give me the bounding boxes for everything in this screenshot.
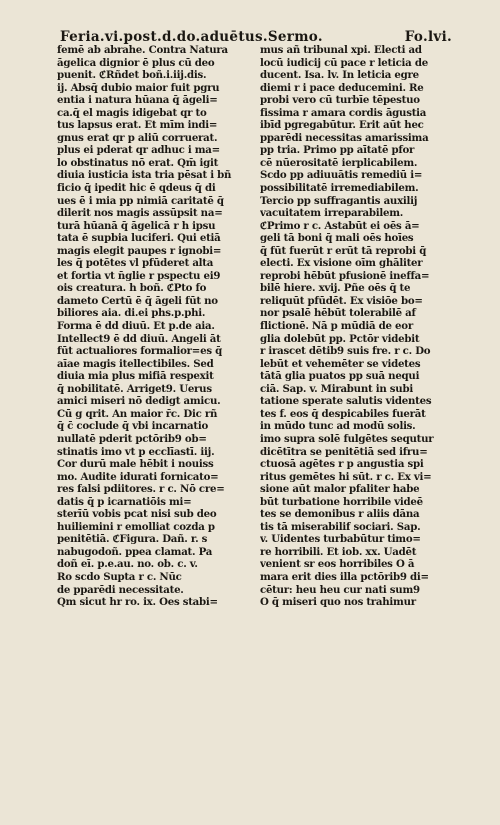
text-line: ois creatura. h boñ. ℭPto fo — [57, 282, 207, 295]
text-line: cē nūerositatē ierplicabilem. — [260, 156, 418, 169]
text-line: ℭPrimo r c. Astabūt ei oēs ā= — [260, 219, 420, 232]
text-line: entia i natura hūana q̄ āgeli= — [57, 94, 218, 107]
text-line: reliquūt pfūdēt. Ex visiōe bo= — [260, 294, 423, 307]
text-line: Forma ē dd diuū. Et p.de aia. — [57, 320, 215, 333]
text-line: penitētiā. ℭFigura. Dañ. r. s — [57, 533, 208, 546]
text-line: glia dolebūt pp. Pctōr videbit — [260, 332, 420, 345]
text-line: Intellect9 ē dd diuū. Angeli āt — [57, 332, 221, 345]
text-line: Tercio pp suffragantis auxilij — [260, 194, 418, 207]
text-line: doñ eī. p.e.au. no. ob. c. v. — [57, 558, 198, 571]
text-line: tes se demonibus r aliis dāna — [260, 508, 420, 521]
text-line: r irascet dētib9 suis fre. r c. Do — [260, 345, 431, 358]
text-line: Cū g qrit. An maior r̄c. Dic rñ — [57, 407, 218, 420]
folio-number: Fo.lvi. — [404, 29, 452, 45]
text-line: ficio q̄ ipedit hic ē qdeus q̄ di — [57, 182, 216, 195]
text-line: v. Uidentes turbabūtur timo= — [260, 533, 421, 546]
text-line: Qm sicut hr ro. ix. Oes stabi= — [57, 596, 218, 609]
right-text-column — [260, 44, 454, 609]
text-line: tus lapsus erat. Et mīm indi= — [57, 119, 218, 132]
text-line: ritus gemētes hi sūt. r c. Ex vi= — [260, 470, 432, 483]
text-line: amici miseri nō dedigt amicu. — [57, 395, 221, 408]
text-line: dilerit nos magis assūpsit na= — [57, 207, 223, 220]
text-line: q̄ c̄ coclude q̄ vbi incarnatio — [57, 420, 209, 433]
text-line: tes f. eos q̄ despicabiles fuerāt — [260, 407, 426, 420]
text-line: re horribili. Et iob. xx. Uadēt — [260, 545, 417, 558]
text-line: res falsi pdiitores. r c. Nō cre= — [57, 483, 225, 496]
text-line: huiliemini r emolliat cozda p — [57, 520, 215, 533]
text-line: diemi r i pace deducemini. Re — [260, 81, 424, 94]
text-line: imo supra solē fulgētes sequtur — [260, 432, 434, 445]
text-line: fūt actualiores formalior=es q̄ — [57, 345, 222, 358]
text-line: dameto Certū ē q̄ āgeli fūt no — [57, 294, 218, 307]
text-line: ctuosā agētes r p angustia spi — [260, 458, 424, 471]
text-line: ibīd pgregabūtur. Erit aūt hec — [260, 119, 424, 132]
text-line: datis q̄ p icarnatiōis mi= — [57, 495, 192, 508]
text-line: de pparēdi necessitate. — [57, 583, 184, 596]
text-line: Cor durū male hēbit i nouiss — [57, 458, 214, 471]
text-line: biliores aia. di.ei phs.p.phi. — [57, 307, 206, 320]
text-line: nor psalē hēbūt tolerabilē af — [260, 307, 416, 320]
text-line: tatione sperate salutis videntes — [260, 395, 432, 408]
text-line: āgelica dignior ē plus cū deo — [57, 56, 215, 69]
text-line: nullatē pderit pctōrib9 ob= — [57, 432, 207, 445]
text-line: sterīū vobis pcat nisi sub deo — [57, 508, 217, 521]
text-line: tis tā miserabilif sociari. Sap. — [260, 520, 421, 533]
text-line: electi. Ex visione oīm ghāliter — [260, 257, 423, 270]
text-line: cētur: heu heu cur nati sum9 — [260, 583, 420, 596]
text-line: pp tria. Primo pp aītatē pfor — [260, 144, 415, 157]
text-line: ues ē i mia pp nimiā caritatē q̄ — [57, 194, 224, 207]
text-line: tātā glia puatos pp suā nequi — [260, 370, 420, 383]
text-line: lebūt et vehemēter se videtes — [260, 357, 421, 370]
text-line: būt turbatione horribile videē — [260, 495, 423, 508]
text-line: venient sr eos horribiles O ā — [260, 558, 415, 571]
text-line: ciā. Sap. v. Mirabunt in subi — [260, 382, 413, 395]
text-line: plus ei pderat qr adhuc i ma= — [57, 144, 220, 157]
text-line: mo. Audite idurati fornicato= — [57, 470, 219, 483]
text-line: diuia iusticia ista tria pēsat i bñ — [57, 169, 232, 182]
text-line: flictionē. Nā p mūdiā de eor — [260, 320, 413, 333]
running-title: Feria.vi.post.d.do.aduētus.Sermo. — [60, 29, 323, 45]
text-line: mus añ tribunal xpi. Electi ad — [260, 44, 422, 56]
text-line: reprobi hēbūt pfusionē ineffa= — [260, 269, 430, 282]
text-line: les q̄ potētes vl pfūderet alta — [57, 257, 214, 270]
text-line: sione aūt malor pfaliter habe — [260, 483, 420, 496]
text-line: Ro scdo Supta r c. Nūc — [57, 570, 182, 583]
text-line: q̄ fūt fuerūt r erūt tā reprobi q̄ — [260, 244, 427, 257]
text-line: ij. Absq̄ dubio maior fuit pgru — [57, 81, 220, 94]
text-line: mara erit dies illa pctōrib9 di= — [260, 570, 429, 583]
text-line: puenit. ℭRñdet boñ.i.iij.dis. — [57, 69, 207, 82]
text-line: pparēdi necessitas amarissima — [260, 131, 429, 144]
text-line: bilē hiere. xvij. Pñe oēs q̄ te — [260, 282, 411, 295]
text-line: dicētītra se penitētiā sed ifru= — [260, 445, 428, 458]
text-line: geli tā boni q̄ mali oēs hoīes — [260, 232, 414, 245]
text-line: in mūdo tunc ad modū solis. — [260, 420, 416, 433]
text-line: gnus erat qr p aliū corruerat. — [57, 131, 218, 144]
text-line: vacuitatem irreparabilem. — [260, 207, 404, 220]
text-line: lo obstinatus nō erat. Qm̄ igit — [57, 156, 219, 169]
text-line: fissima r amara cordis āgustia — [260, 106, 427, 119]
text-line: diuia mia plus mifiā respexit — [57, 370, 214, 383]
text-line: locū iudicij cū pace r leticia de — [260, 56, 428, 69]
text-line: tata ē supbia luciferi. Qui etiā — [57, 232, 221, 245]
text-line: possibilitatē irremediabilem. — [260, 182, 419, 195]
text-line: ca.q̄ el magis idigebat qr to — [57, 106, 207, 119]
text-line: turā hūanā q̄ āgelicā r h ipsu — [57, 219, 216, 232]
text-line: et fortia vt n̄glie r pspectu ei9 — [57, 269, 221, 282]
text-line: q̄ nobilitatē. Arriget9. Uerus — [57, 382, 212, 395]
text-line: nabugodoñ. ppea clamat. Pa — [57, 545, 213, 558]
text-line: stinatis imo vt p ecclīastī. iij. — [57, 445, 215, 458]
text-line: ducent. Isa. lv. In leticia egre — [260, 69, 419, 82]
text-line: O q̄ miseri quo nos trahimur — [260, 596, 416, 609]
text-line: femē ab abrahe. Contra Natura — [57, 44, 228, 56]
left-text-column — [57, 44, 251, 609]
text-line: magis elegit paupes r ignobi= — [57, 244, 222, 257]
text-line: aīae magis itellectibiles. Sed — [57, 357, 214, 370]
text-line: probi vero cū turbīe tēpestuo — [260, 94, 420, 107]
text-line: Scdo pp adiuuātis remediū i= — [260, 169, 423, 182]
